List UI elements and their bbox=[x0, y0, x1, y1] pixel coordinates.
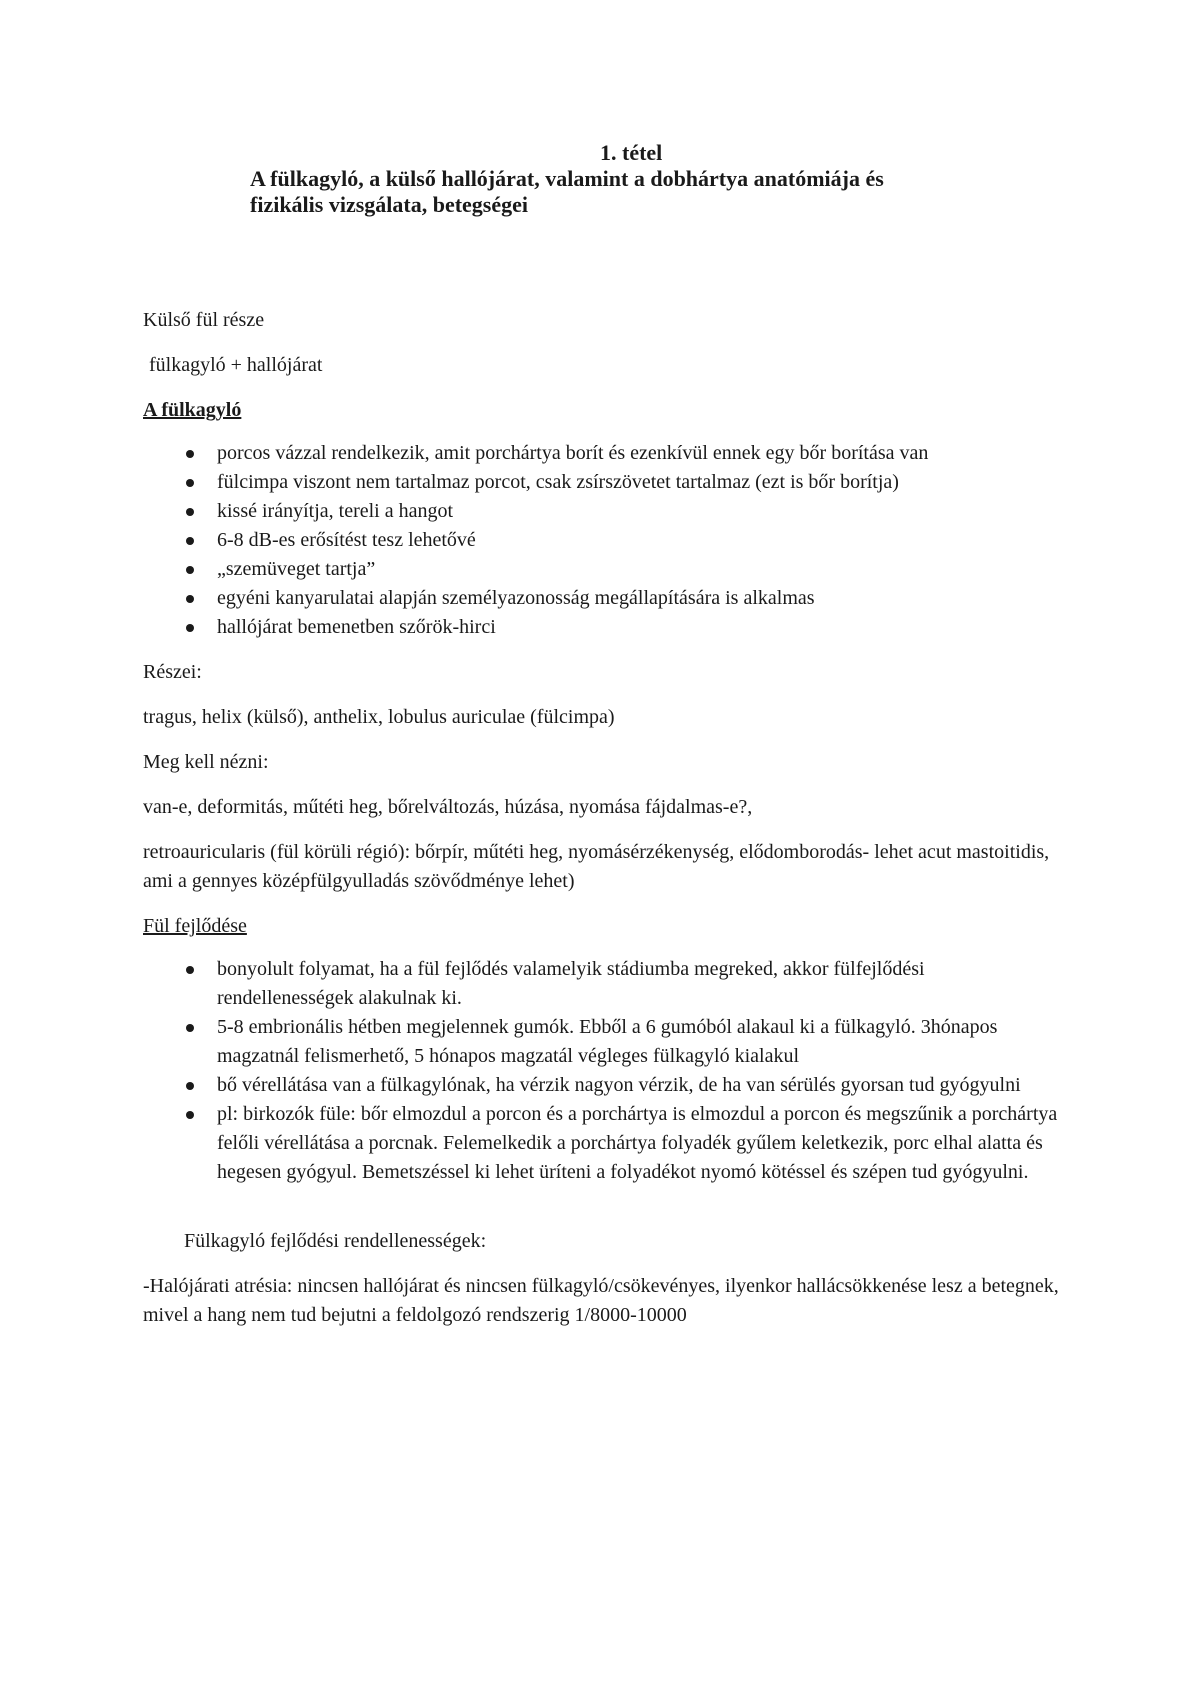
bullet-icon bbox=[186, 966, 194, 974]
bullet-icon bbox=[186, 1082, 194, 1090]
anomalies-paragraph-1: -Halójárati atrésia: nincsen hallójárat és nincsen fülkagyló/csökevényes, ilyenkor hallácsökkenése lesz a betegnek, mivel a hang nem tud bejutni a feldolgozó rendszerig 1/8000-10000 bbox=[143, 1275, 1059, 1326]
bullet-icon bbox=[186, 1024, 194, 1032]
intro-paragraph-1: Külső fül része bbox=[143, 309, 265, 331]
list-item: kissé irányítja, tereli a hangot bbox=[143, 497, 1063, 526]
title-line-1: A fülkagyló, a külső hallójárat, valamint a dobhártya anatómiája és bbox=[250, 166, 884, 191]
development-heading: Fül fejlődése bbox=[143, 915, 247, 937]
list-item: egyéni kanyarulatai alapján személyazonosság megállapítására is alkalmas bbox=[143, 584, 1063, 613]
list-item: bő vérellátása van a fülkagylónak, ha vérzik nagyon vérzik, de ha van sérülés gyorsan tud gyógyulni bbox=[143, 1071, 1063, 1100]
bullet-icon bbox=[186, 479, 194, 487]
exam-paragraph-2: retroauricularis (fül körüli régió): bőrpír, műtéti heg, nyomásérzékenység, elődomborodás- lehet acut mastoitidis, ami a gennyes középfülgyulladás szövődménye lehet) bbox=[143, 841, 1050, 892]
bullet-icon bbox=[186, 537, 194, 545]
title-number: 1. tétel bbox=[600, 140, 663, 165]
document-body bbox=[143, 306, 1063, 1330]
exam-paragraph-1: van-e, deformitás, műtéti heg, bőrelváltozás, húzása, nyomása fájdalmas-e?, bbox=[143, 796, 753, 818]
development-bullet-list bbox=[143, 955, 1063, 1187]
anomalies-heading: Fülkagyló fejlődési rendellenességek: bbox=[184, 1230, 487, 1252]
list-item: „szemüveget tartja” bbox=[143, 555, 1063, 584]
list-item: hallójárat bemenetben szőrök-hirci bbox=[143, 613, 1063, 642]
list-item: bonyolult folyamat, ha a fül fejlődés valamelyik stádiumba megreked, akkor fülfejlődési rendellenességek alakulnak ki. bbox=[143, 955, 1063, 1013]
bullet-icon bbox=[186, 595, 194, 603]
parts-text: tragus, helix (külső), anthelix, lobulus auriculae (fülcimpa) bbox=[143, 706, 615, 728]
bullet-icon bbox=[186, 450, 194, 458]
list-item: fülcimpa viszont nem tartalmaz porcot, csak zsírszövetet tartalmaz (ezt is bőr borítja) bbox=[143, 468, 1063, 497]
list-item: 5-8 embrionális hétben megjelennek gumók. Ebből a 6 gumóból alakaul ki a fülkagyló. 3hónapos magzatnál felismerhető, 5 hónapos magzatál végleges fülkagyló kialakul bbox=[143, 1013, 1063, 1071]
list-item: 6-8 dB-es erősítést tesz lehetővé bbox=[143, 526, 1063, 555]
document-title bbox=[250, 140, 1080, 218]
parts-label: Részei: bbox=[143, 661, 202, 683]
list-item: porcos vázzal rendelkezik, amit porchártya borít és ezenkívül ennek egy bőr borítása van bbox=[143, 439, 1063, 468]
bullet-icon bbox=[186, 624, 194, 632]
intro-paragraph-2: fülkagyló + hallójárat bbox=[149, 354, 323, 376]
bullet-icon bbox=[186, 566, 194, 574]
exam-label: Meg kell nézni: bbox=[143, 751, 269, 773]
auricle-bullet-list bbox=[143, 439, 1063, 642]
bullet-icon bbox=[186, 1111, 194, 1119]
title-line-2: fizikális vizsgálata, betegségei bbox=[250, 192, 529, 217]
auricle-heading: A fülkagyló bbox=[143, 399, 242, 421]
bullet-icon bbox=[186, 508, 194, 516]
list-item: pl: birkozók füle: bőr elmozdul a porcon és a porchártya is elmozdul a porcon és megszűnik a porchártya felőli vérellátása a porcnak. Felemelkedik a porchártya folyadék gyűlem keletkezik, porc elhal alatta és hegesen gyógyul. Bemetszéssel ki lehet üríteni a folyadékot nyomó kötéssel és szépen tud gyógyulni. bbox=[143, 1100, 1063, 1187]
